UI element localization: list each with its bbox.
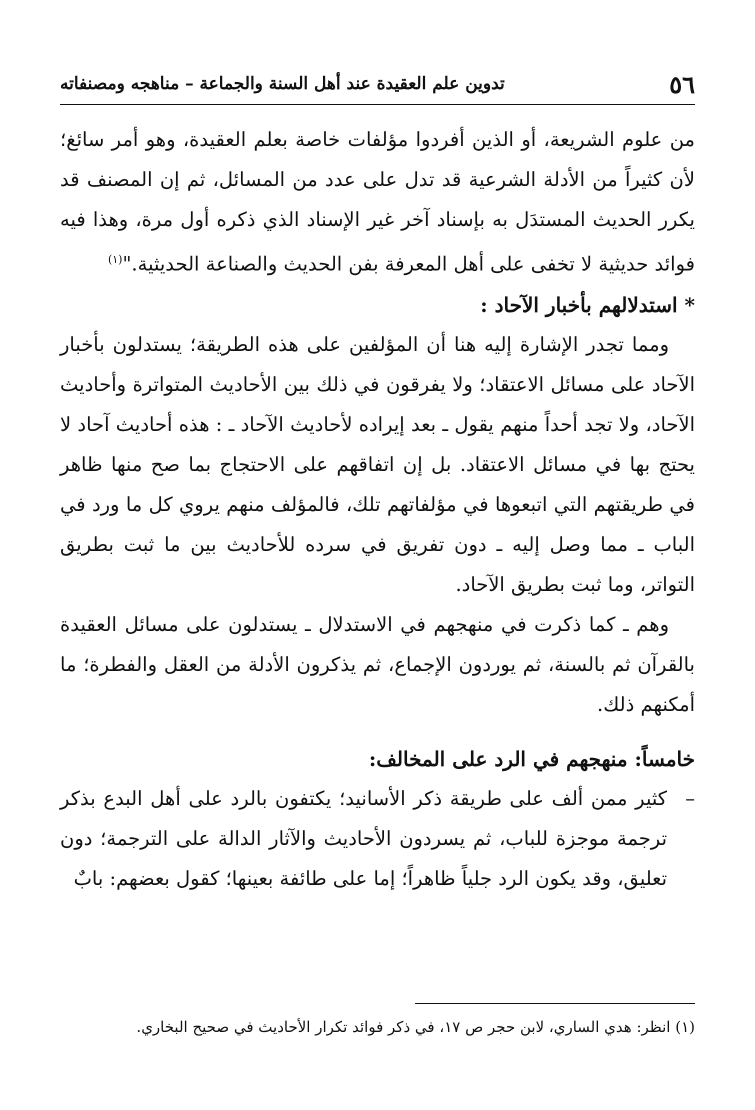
footnote-reference: (١) <box>107 253 123 266</box>
main-text <box>60 120 695 899</box>
paragraph <box>60 120 695 285</box>
footnote: (١) انظر: هدي الساري، لابن حجر ص ١٧، في ذكر فوائد تكرار الأحاديث في صحيح البخاري. <box>136 1018 695 1036</box>
footnote-divider <box>415 1003 695 1004</box>
paragraph-text: من علوم الشريعة، أو الذين أفردوا مؤلفات خاصة بعلم العقيدة، وهو أمر سائغ؛ لأن كثيراً من الأدلة الشرعية قد تدل على عدد من المسائل، ثم إن المصنف قد يكرر الحديث المستدَل به بإسناد آخر غير الإسناد الذي ذكره أول مرة، وهذا فيه فوائد حديثية لا تخفى على أهل المعرفة بفن الحديث والصناعة الحديثية." <box>60 128 695 276</box>
list-item <box>60 779 695 899</box>
section-heading: خامساً: منهجهم في الرد على المخالف: <box>368 746 695 771</box>
spacer <box>60 725 695 739</box>
paragraph: وهم ـ كما ذكرت في منهجهم في الاستدلال ـ يستدلون على مسائل العقيدة بالقرآن ثم بالسنة، ثم يوردون الإجماع، ثم يذكرون الأدلة من العقل والفطرة؛ ما أمكنهم ذلك. <box>60 612 695 716</box>
header-divider <box>60 104 695 105</box>
section-heading: * استدلالهم بأخبار الآحاد : <box>480 292 695 317</box>
list-item-text: كثير ممن ألف على طريقة ذكر الأسانيد؛ يكتفون بالرد على أهل البدع بذكر ترجمة موجزة للباب، ثم يسردون الأحاديث والآثار الدالة على الترجمة؛ دون تعليق، وقد يكون الرد جلياً ظاهراً؛ إما على طائفة بعينها؛ كقول بعضهم: بابٌ <box>60 786 667 890</box>
list-dash: – <box>685 786 695 810</box>
paragraph: ومما تجدر الإشارة إليه هنا أن المؤلفين على هذه الطريقة؛ يستدلون بأخبار الآحاد على مسائل الاعتقاد؛ ولا يفرقون في ذلك بين الأحاديث المتواترة وأحاديث الآحاد، ولا تجد أحداً منهم يقول ـ بعد إيراده لأحاديث الآحاد ـ : هذه أحاديث آحاد لا يحتج بها في مسائل الاعتقاد. بل إن اتفاقهم على الاحتجاج بما صح منها ظاهر في طريقتهم التي اتبعوها في مؤلفاتهم تلك، فالمؤلف منهم يروي كل ما ورد في الباب ـ مما وصل إليه ـ دون تفريق في سرده للأحاديث بين ما ثبت بطريق التواتر، وما ثبت بطريق الآحاد. <box>60 332 695 596</box>
page-header <box>60 66 695 102</box>
running-title: تدوين علم العقيدة عند أهل السنة والجماعة – مناهجه ومصنفاته <box>60 74 505 94</box>
page-number: ٥٦ <box>669 69 695 99</box>
